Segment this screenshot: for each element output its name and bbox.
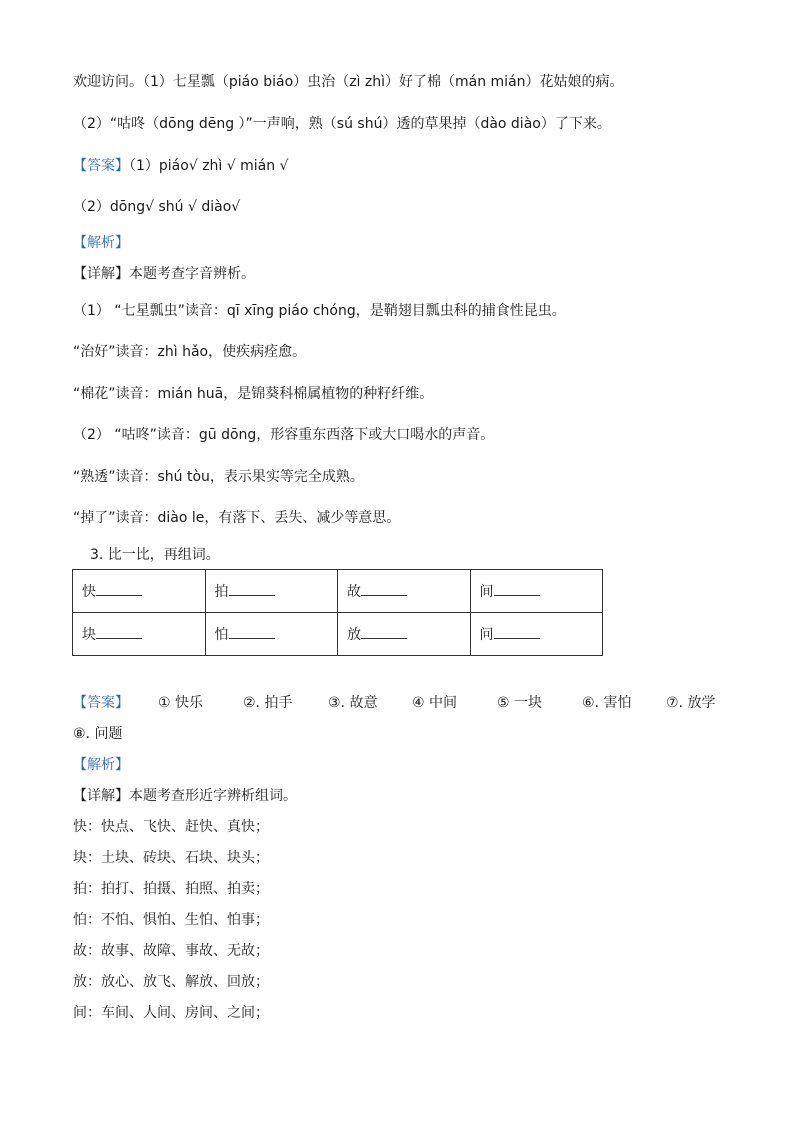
- table-cell: 间: [470, 570, 603, 613]
- compare-table: [72, 569, 603, 656]
- note-line: “棉花”读音：mián huā，是锦葵科棉属植物的种籽纤维。: [73, 386, 434, 402]
- analysis-label: 【解析】: [73, 235, 129, 251]
- blank-line: [96, 582, 142, 596]
- detail-label: 【详解】: [73, 266, 129, 282]
- analysis-label: 【解析】: [73, 757, 129, 773]
- answer-item: ④ 中间: [412, 695, 458, 711]
- blank-line: [229, 625, 275, 639]
- detail-text: 本题考查形近字辨析组词。: [129, 788, 297, 804]
- answer-item: ① 快乐: [158, 695, 204, 711]
- note-line: “熟透”读音：shú tòu，表示果实等完全成熟。: [73, 469, 364, 485]
- blank-line: [494, 625, 540, 639]
- blank-line: [361, 625, 407, 639]
- blank-line: [229, 582, 275, 596]
- note-line: “治好”读音：zhì hǎo，使疾病痊愈。: [73, 344, 307, 360]
- detail-label: 【详解】: [73, 788, 129, 804]
- answer-label: 【答案】: [73, 695, 129, 711]
- table-row: [73, 613, 603, 656]
- q2-answer-2: （2）dōng√ shú √ diào√: [73, 199, 241, 215]
- answer-text: （1）piáo√ zhì √ mián √: [129, 158, 289, 174]
- table-cell: 故: [338, 570, 471, 613]
- answer-item: ②. 拍手: [243, 695, 293, 711]
- word-line: 间：车间、人间、房间、之间；: [73, 1005, 269, 1021]
- answer-item: ⑦. 放学: [666, 695, 716, 711]
- word-line: 故：故事、故障、事故、无故；: [73, 943, 269, 959]
- q3-detail: [73, 786, 297, 806]
- note-line: （2） “咕咚”读音：gū dōng，形容重东西落下或大口喝水的声音。: [73, 427, 495, 443]
- q2-line-1: 欢迎访问。（1）七星瓢（piáo biáo）虫治（zì zhì）好了棉（mán mián）花姑娘的病。: [73, 74, 624, 90]
- question-3-title: 3. 比一比，再组词。: [90, 547, 220, 563]
- table-cell: 块: [73, 613, 206, 656]
- word-line: 快：快点、飞快、赶快、真快；: [73, 819, 269, 835]
- table-cell: 放: [338, 613, 471, 656]
- blank-line: [96, 625, 142, 639]
- answer-label: 【答案】: [73, 158, 129, 174]
- answer-item: ⑧. 问题: [73, 726, 123, 742]
- word-line: 怕：不怕、惧怕、生怕、怕事；: [73, 912, 269, 928]
- word-line: 拍：拍打、拍摄、拍照、拍卖；: [73, 881, 269, 897]
- table-cell: 拍: [205, 570, 338, 613]
- q2-line-2: （2）“咕咚（dōng dēng ）”一声响，熟（sú shú）透的草果掉（dào diào）了下来。: [73, 116, 611, 132]
- q2-detail: [73, 264, 255, 284]
- note-line: （1） “七星瓢虫”读音：qī xīng piáo chóng，是鞘翅目瓢虫科的捕食性昆虫。: [73, 303, 566, 319]
- word-line: 块：土块、砖块、石块、块头；: [73, 850, 269, 866]
- word-line: 放：放心、放飞、解放、回放；: [73, 974, 269, 990]
- q2-answer-1: [73, 156, 288, 176]
- table-row: [73, 570, 603, 613]
- blank-line: [494, 582, 540, 596]
- table-cell: 问: [470, 613, 603, 656]
- table-cell: 怕: [205, 613, 338, 656]
- answer-item: ⑥. 害怕: [582, 695, 632, 711]
- detail-text: 本题考查字音辨析。: [129, 266, 255, 282]
- answer-item: ③. 故意: [328, 695, 378, 711]
- note-line: “掉了”读音：diào le，有落下、丢失、减少等意思。: [73, 510, 401, 526]
- blank-line: [361, 582, 407, 596]
- answer-item: ⑤ 一块: [497, 695, 543, 711]
- table-cell: 快: [73, 570, 206, 613]
